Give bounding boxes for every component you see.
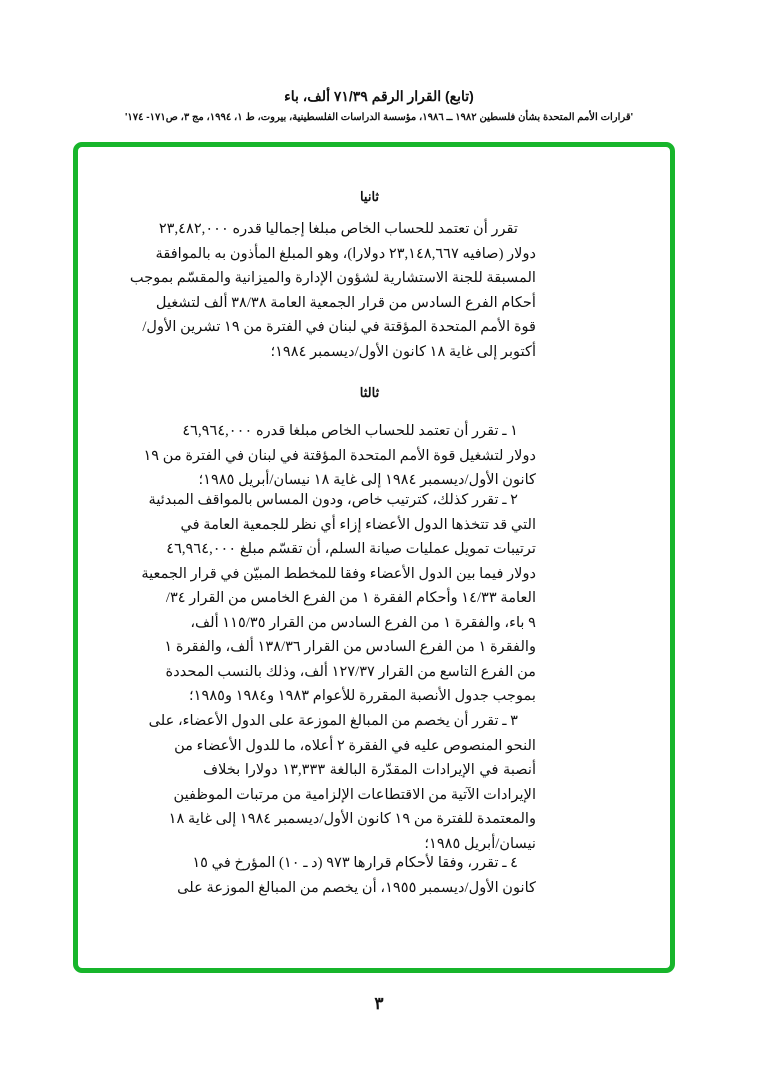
text-line: من الفرع التاسع من القرار ١٢٧/٣٧ ألف، وذلك بالنسب المحددة <box>165 663 536 680</box>
text-line: نيسان/أبريل ١٩٨٥؛ <box>424 835 536 852</box>
text-line: أحكام الفرع السادس من قرار الجمعية العامة ٣٨/٣٨ ألف لتشغيل <box>155 294 536 311</box>
section-second-paragraph <box>129 217 536 364</box>
text-line: قوة الأمم المتحدة المؤقتة في لبنان في الفترة من ١٩ تشرين الأول/ <box>142 319 536 335</box>
section-heading-second: ثانيا <box>359 189 380 204</box>
source-citation: 'قرارات الأمم المتحدة بشأن فلسطين ١٩٨٢ ــ ١٩٨٦، مؤسسة الدراسات الفلسطينية، بيروت، ط ١، ١٩٩٤، مج ٣، ص١٧١- ١٧٤' <box>124 112 634 123</box>
paragraph-3 <box>148 709 536 856</box>
text-line: أنصبة في الإيرادات المقدّرة البالغة ١٣,٣٣٣ دولارا بخلاف <box>203 762 536 778</box>
page-header-title: (تابع) القرار الرقم ٧١/٣٩ ألف، باء <box>284 88 474 104</box>
text-line: ترتيبات تمويل عمليات صيانة السلم، أن تقسّم مبلغ ٤٦,٩٦٤,٠٠٠ <box>166 541 536 557</box>
text-line: دولار (صافيه ٢٣,١٤٨,٦٦٧ دولارا)، وهو المبلغ المأذون به بالموافقة <box>155 245 536 262</box>
text-line: المسبقة للجنة الاستشارية لشؤون الإدارة والميزانية والمقسّم بموجب <box>129 270 536 286</box>
text-line: والمعتمدة للفترة من ١٩ كانون الأول/ديسمبر ١٩٨٤ إلى غاية ١٨ <box>168 811 536 827</box>
text-line: بموجب جدول الأنصبة المقررة للأعوام ١٩٨٣ و١٩٨٤ و١٩٨٥؛ <box>189 688 536 704</box>
text-line: دولار لتشغيل قوة الأمم المتحدة المؤقتة في لبنان في الفترة من ١٩ <box>143 447 536 464</box>
text-line: ٢ ـ تقرر كذلك، كترتيب خاص، ودون المساس بالمواقف المبدئية <box>148 492 518 508</box>
text-line: كانون الأول/ديسمبر ١٩٨٤ إلى غاية ١٨ نيسان/أبريل ١٩٨٥؛ <box>198 472 536 488</box>
text-line: أكتوبر إلى غاية ١٨ كانون الأول/ديسمبر ١٩٨٤؛ <box>270 343 536 360</box>
text-line: العامة ١٤/٣٣ وأحكام الفقرة ١ من الفرع الخامس من القرار ٣٤/ <box>165 590 536 606</box>
text-line: التي قد تتخذها الدول الأعضاء إزاء أي نظر للجمعية العامة في <box>180 516 536 533</box>
text-line: كانون الأول/ديسمبر ١٩٥٥، أن يخصم من المبالغ الموزعة على <box>177 879 536 896</box>
text-line: الإيرادات الآتية من الاقتطاعات الإلزامية من مرتبات الموظفين <box>173 786 536 803</box>
text-line: والفقرة ١ من الفرع السادس من القرار ١٣٨/٣٦ ألف، والفقرة ١ <box>164 639 536 655</box>
section-heading-third: ثالثا <box>359 385 380 400</box>
paragraph-4 <box>177 851 536 900</box>
paragraph-2 <box>141 488 536 709</box>
text-line: دولار فيما بين الدول الأعضاء وفقا للمخطط المبيّن في قرار الجمعية <box>141 565 536 582</box>
page-number: ٣ <box>374 994 384 1013</box>
text-line: ٩ باء، والفقرة ١ من الفرع السادس من القرار ١١٥/٣٥ ألف، <box>190 614 536 631</box>
text-line: تقرر أن تعتمد للحساب الخاص مبلغا إجماليا قدره ٢٣,٤٨٢,٠٠٠ <box>158 221 518 237</box>
text-line: النحو المنصوص عليه في الفقرة ٢ أعلاه، ما للدول الأعضاء من <box>174 737 536 754</box>
paragraph-1 <box>143 419 536 493</box>
text-line: ٤ ـ تقرر، وفقا لأحكام قرارها ٩٧٣ (د ـ ١٠) المؤرخ في ١٥ <box>192 855 518 871</box>
text-line: ١ ـ تقرر أن تعتمد للحساب الخاص مبلغا قدره ٤٦,٩٦٤,٠٠٠ <box>182 423 518 439</box>
text-line: ٣ ـ تقرر أن يخصم من المبالغ الموزعة على الدول الأعضاء، على <box>148 713 518 729</box>
